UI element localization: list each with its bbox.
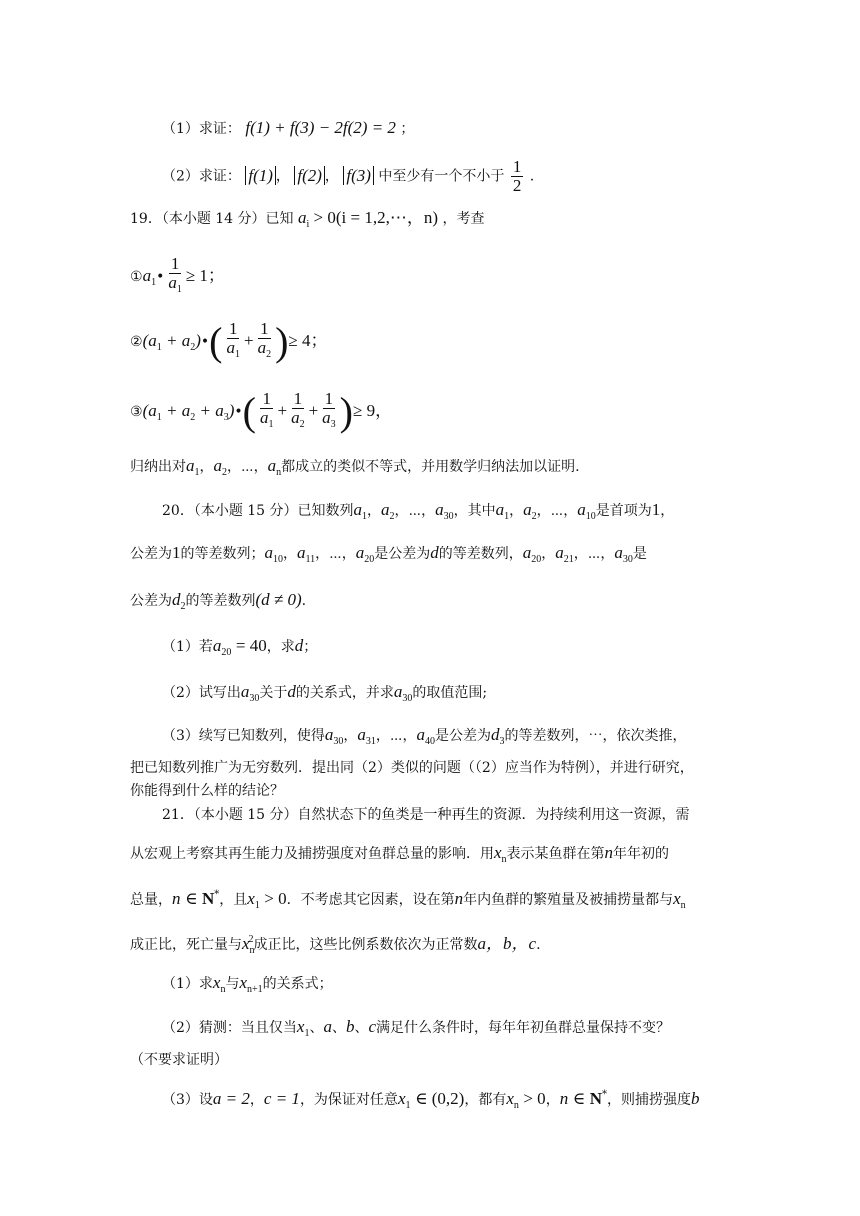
q20-part3-line1: （3）续写已知数列，使得$a_{30}$，$a_{31}$，⋯，$a_{40}$是公差为$d_3$的等差数列，⋯，依次类推，: [162, 725, 687, 747]
q20-part1-eq: = 40: [235, 636, 267, 655]
q20-part1-end: ，求: [266, 639, 295, 655]
q18-part1: [162, 118, 732, 139]
q21-l4-b: 成正比，这些比例系数依次为正常数: [253, 937, 478, 953]
q20-line1: 20．（本小题 15 分）已知数列$a_1$，$a_2$，⋯，$a_{30}$，其中$a_1$，$a_2$，⋯，$a_{10}$是首项为1，: [162, 500, 675, 522]
var-b: b: [690, 1089, 700, 1108]
fraction-half: [511, 158, 524, 195]
q21-part2-a: （2）猜测：当且仅当: [162, 1020, 297, 1036]
var-d: d: [294, 636, 304, 655]
q19-case1: $①a_1•$ $\frac{1}{a_1}$ ≥ 1；: [130, 255, 732, 299]
case1-result: ≥ 1；: [185, 266, 225, 285]
q20-one: 1: [651, 500, 661, 519]
q20-line3: 公差为$d_2$的等差数列(d ≠ 0).: [130, 590, 307, 612]
fraction-1-over-a1: $\frac{1}{a_1}$: [259, 389, 274, 430]
fraction-1-over-a2: $\frac{1}{a_2}$: [291, 389, 305, 430]
q20-part3-line3: [130, 781, 732, 801]
case3-result: ≥ 9，: [352, 401, 393, 420]
abs-f2: f(2): [294, 166, 325, 185]
q18-part1-equation: f(1) + f(3) − 2f(2) = 2: [245, 118, 396, 137]
q20-part3-b: 是公差为: [435, 728, 492, 744]
q20-part2-b: 关于: [259, 685, 288, 701]
q20-part3-c: 的等差数列，⋯，依次类推，: [504, 728, 687, 744]
q21-part3: （3）设a = 2，c = 1，为保证对任意$x_1$ ∈ (0,2)，都有$x_n > 0$，n ∈ N*，则捕捞强度b: [162, 1089, 700, 1111]
q18-part2-label: （2）求证：: [162, 168, 241, 185]
q21-line1: [162, 805, 732, 825]
sep: 、: [309, 1020, 324, 1036]
q21-constants: a，b，c: [477, 934, 537, 953]
punct: .: [529, 168, 535, 185]
fraction-1-over-a1: $\frac{1}{a_1}$: [168, 254, 182, 295]
q20-part1: （1）若$a_{20} = 40$，求d；: [162, 636, 318, 658]
frac-num: 1: [512, 157, 522, 176]
q21-part1-a: （1）求: [162, 976, 213, 992]
q21-l3-b: ，且: [219, 892, 248, 908]
q20-l2-d: 的等差数列，: [438, 546, 523, 562]
q20-part2: （2）试写出$a_{30}$关于d的关系式，并求$a_{30}$的取值范围;: [162, 682, 488, 704]
q19-head: [130, 208, 732, 235]
q21-line2: 从宏观上考察其再生能力及捕捞强度对鱼群总量的影响．用$x_n$表示某鱼群在第n年年初的: [130, 843, 670, 865]
fraction-1-over-a3: $\frac{1}{a_3}$: [322, 389, 336, 430]
q21-part3-a: （3）设: [162, 1092, 213, 1108]
circled-1: ①: [130, 269, 143, 285]
abs-f1: f(1): [245, 166, 276, 185]
q20-l1-end: 是首项为: [595, 503, 652, 519]
q20-part2-d: 的取值范围;: [412, 685, 488, 701]
punct: ，: [249, 1092, 264, 1108]
q19-case3: $③(a_1 + a_2$ + $a_3)•$( $\frac{1}{a_1}$ + $\frac{1}{a_2}$ + $\frac{1}{a_3}$ )≥ 9，: [130, 389, 393, 434]
q20-l2-b: 的等差数列；: [180, 546, 265, 562]
q21-part3-g: ，则捕捞强度: [606, 1092, 691, 1108]
q18-part1-label: （1）求证：: [162, 121, 241, 137]
q21-l2-b: 表示某鱼群在第: [506, 846, 605, 862]
q18-part2-text: 中至少有一个不小于: [378, 168, 505, 185]
q20-part3-a: （3）续写已知数列，使得: [162, 728, 325, 744]
q20-part3-line2: [130, 758, 732, 778]
q21-l4-a: 成正比，死亡量与: [130, 937, 242, 953]
q21-l2-a: 从宏观上考察其再生能力及捕捞强度对鱼群总量的影响．用: [130, 846, 494, 862]
q21-part2-c: 满足什么条件时，每年年初鱼群总量保持不变？: [376, 1020, 671, 1036]
q21-line3: 总量，n ∈ N*，且$x_1 > 0$．不考虑其它因素，设在第n年内鱼群的繁殖量及被捕捞量都与$x_n$: [130, 889, 686, 911]
q20-part3-l3: 你能得到什么样的结论？: [130, 783, 284, 799]
var-a: a: [297, 208, 307, 227]
q20-title: 20．（本小题 15 分）已知数列: [162, 503, 354, 519]
q20-part2-c: 的关系式，并求: [295, 685, 394, 701]
q21-part1-c: 的关系式；: [262, 976, 333, 992]
punct: ；: [303, 639, 318, 655]
q19-head-end: ，考查: [442, 211, 485, 227]
q21-part2: （2）猜测：当且仅当$x_1$、a、b、c满足什么条件时，每年年初鱼群总量保持不变？: [162, 1017, 671, 1039]
q19-case2: $②(a_1$ + $a_2)•$( $\frac{1}{a_1}$ + $\frac{1}{a_2}$ )≥ 4；: [130, 319, 328, 364]
q20-l1-mid: ，其中: [453, 503, 496, 519]
q21-part3-e: ，为保证对任意: [299, 1092, 398, 1108]
q21-l3-d: 年内鱼群的繁殖量及被捕捞量都与: [463, 892, 674, 908]
q18-part2: （2）求证： f(1) ， f(2) ， f(3) 中至少有一个不小于 $\frac{1}{2}$ .: [162, 157, 535, 195]
q21-l2-c: 年年初的: [613, 846, 670, 862]
q20-d-nonzero: (d ≠ 0): [255, 590, 302, 609]
q20-l2-e: 是: [632, 546, 647, 562]
abs-f3: f(3): [343, 166, 374, 185]
q21-l3-a: 总量，: [130, 892, 172, 908]
case2-result: ≥ 4；: [288, 331, 328, 350]
q21-part2-note: [130, 1050, 732, 1070]
q21-line4: 成正比，死亡量与$x_n^2$成正比，这些比例系数依次为正常数a，b，c.: [130, 934, 541, 956]
conclusion-end: 都成立的类似不等式，并用数学归纳法加以证明.: [281, 459, 580, 475]
circled-3: ③: [130, 404, 143, 420]
fraction-1-over-a2: $\frac{1}{a_2}$: [257, 319, 272, 360]
q19-title: 19．（本小题 14 分）已知: [130, 211, 294, 227]
circled-2: ②: [130, 334, 143, 350]
q20-l3-a: 公差为: [130, 593, 172, 609]
frac-den: 2: [512, 176, 522, 195]
q21-part1: （1）求$x_n$与$x_{n+1}$的关系式；: [162, 973, 333, 995]
q21-part2-note-text: （不要求证明）: [130, 1052, 228, 1068]
q21-part1-b: 与: [225, 976, 240, 992]
conclusion-start: 归纳出对: [130, 459, 186, 475]
q20-l2-a: 公差为: [130, 546, 172, 562]
q20-l2-c: 是公差为: [374, 546, 431, 562]
q20-part1-label: （1）若: [162, 639, 213, 655]
q20-part3-l2: 把已知数列推广为无穷数列．提出同（2）类似的问题（（2）应当作为特例），并进行研究，: [130, 760, 694, 776]
cond-rest: > 0(i = 1,2,⋯，n): [313, 208, 438, 227]
punct: .: [301, 593, 307, 609]
punct: ；: [400, 121, 415, 137]
q21-part3-f: ，都有: [464, 1092, 507, 1108]
punct: .: [536, 937, 541, 953]
fraction-1-over-a1: $\frac{1}{a_1}$: [226, 319, 240, 360]
q20-part2-a: （2）试写出: [162, 685, 241, 701]
q19-condition: $a_i > 0(i$ = 1,2,⋯，n): [297, 208, 438, 230]
q21-title: 21．（本小题 15 分）自然状态下的鱼类是一种再生的资源．为持续利用这一资源，需: [162, 807, 690, 823]
eq-a-2: a = 2: [212, 1089, 250, 1108]
q20-l3-b: 的等差数列: [185, 593, 256, 609]
eq-c-1: c = 1: [263, 1089, 300, 1108]
q21-l3-c: ．不考虑其它因素，设在第: [286, 892, 455, 908]
q20-line2: 公差为1的等差数列；$a_{10}$，$a_{11}$，⋯，$a_{20}$是公差为d的等差数列，$a_{20}$，$a_{21}$，⋯，$a_{30}$是: [130, 543, 647, 565]
q19-conclusion: 归纳出对$a_1$，$a_2$，⋯，$a_n$都成立的类似不等式，并用数学归纳法加以证明.: [130, 456, 580, 478]
